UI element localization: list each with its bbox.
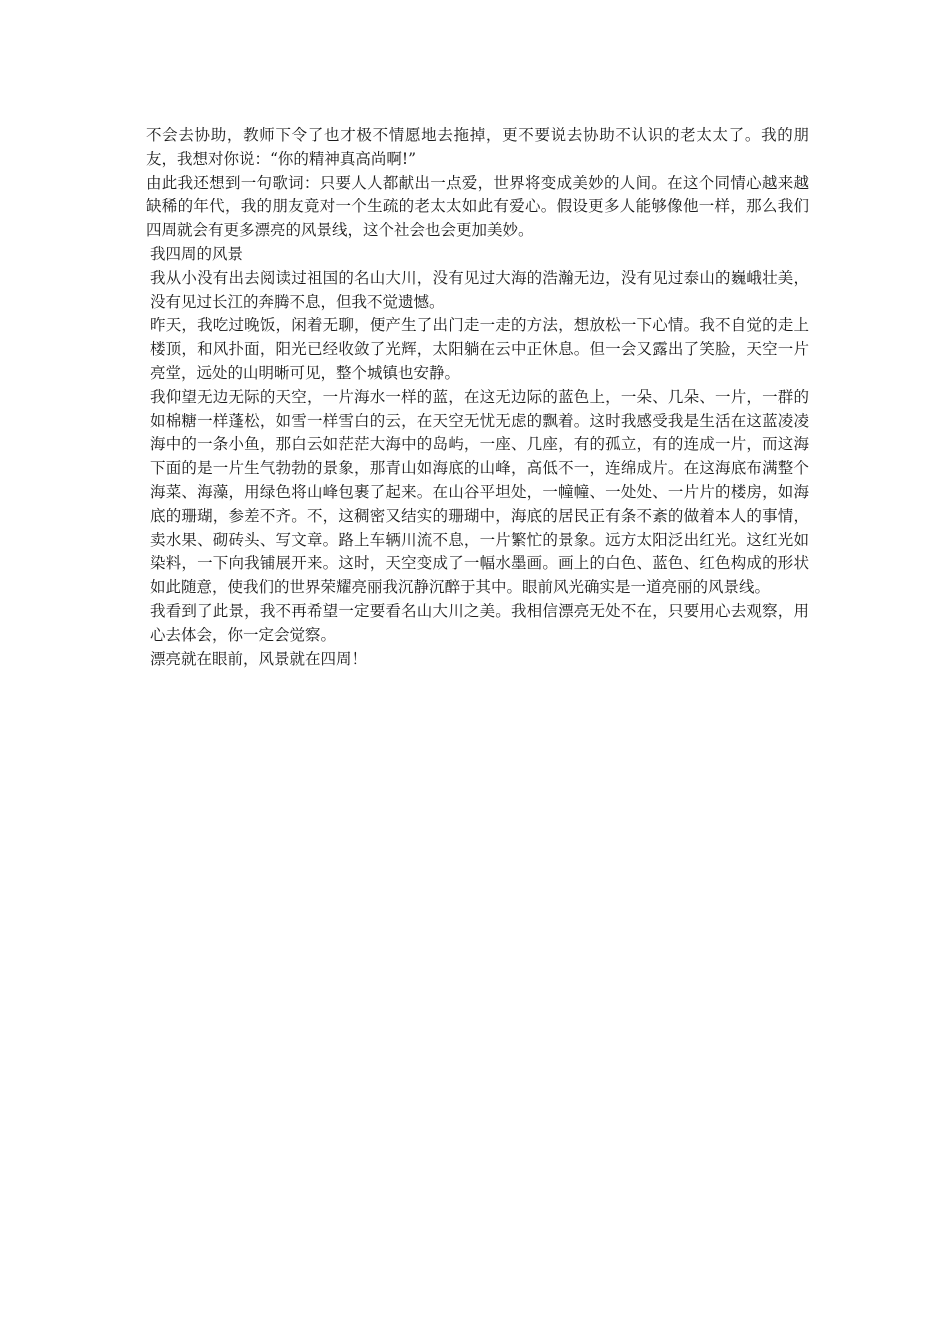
- paragraph: 我从小没有出去阅读过祖国的名山大川，没有见过大海的浩瀚无边，没有见过泰山的巍峨壮美，没有见过长江的奔腾不息，但我不觉遗憾。: [150, 268, 809, 311]
- paragraph: 我看到了此景，我不再希望一定要看名山大川之美。我相信漂亮无处不在，只要用心去观察，用心去体会，你一定会觉察。: [150, 601, 809, 644]
- section-heading: 我四周的风景: [150, 244, 244, 263]
- paragraph: 我仰望无边无际的天空，一片海水一样的蓝，在这无边际的蓝色上，一朵、几朵、一片，一群的如棉糖一样蓬松，如雪一样雪白的云，在天空无忧无虑的飘着。这时我感受我是生活在这蓝凌凌海中的一条小鱼，那白云如茫茫大海中的岛屿，一座、几座，有的孤立，有的连成一片，而这海下面的是一片生气勃勃的景象，那青山如海底的山峰，高低不一，连绵成片。在这海底布满整个海菜、海藻，用绿色将山峰包裹了起来。在山谷平坦处，一幢幢、一处处、一片片的楼房，如海底的珊瑚，参差不齐。不，这稠密又结实的珊瑚中，海底的居民正有条不紊的做着本人的事情，卖水果、砌砖头、写文章。路上车辆川流不息，一片繁忙的景象。远方太阳泛出红光。这红光如染料，一下向我铺展开来。这时，天空变成了一幅水墨画。画上的白色、蓝色、红色构成的形状如此随意，使我们的世界荣耀亮丽我沉静沉醉于其中。眼前风光确实是一道亮丽的风景线。: [150, 387, 809, 597]
- document-body: [146, 124, 809, 671]
- paragraph: 由此我还想到一句歌词：只要人人都献出一点爱，世界将变成美妙的人间。在这个同情心越来越缺稀的年代，我的朋友竟对一个生疏的老太太如此有爱心。假设更多人能够像他一样，那么我们四周就会有更多漂亮的风景线，这个社会也会更加美妙。: [146, 173, 809, 240]
- paragraph: 不会去协助，教师下令了也才极不情愿地去拖掉，更不要说去协助不认识的老太太了。我的朋友，我想对你说：“你的精神真高尚啊!”: [146, 126, 809, 168]
- paragraph: 昨天，我吃过晚饭，闲着无聊，便产生了出门走一走的方法，想放松一下心情。我不自觉的走上楼顶，和风扑面，阳光已经收敛了光辉，太阳躺在云中正休息。但一会又露出了笑脸，天空一片亮堂，远处的山明晰可见，整个城镇也安静。: [150, 316, 809, 382]
- paragraph: 漂亮就在眼前，风景就在四周！: [150, 649, 368, 668]
